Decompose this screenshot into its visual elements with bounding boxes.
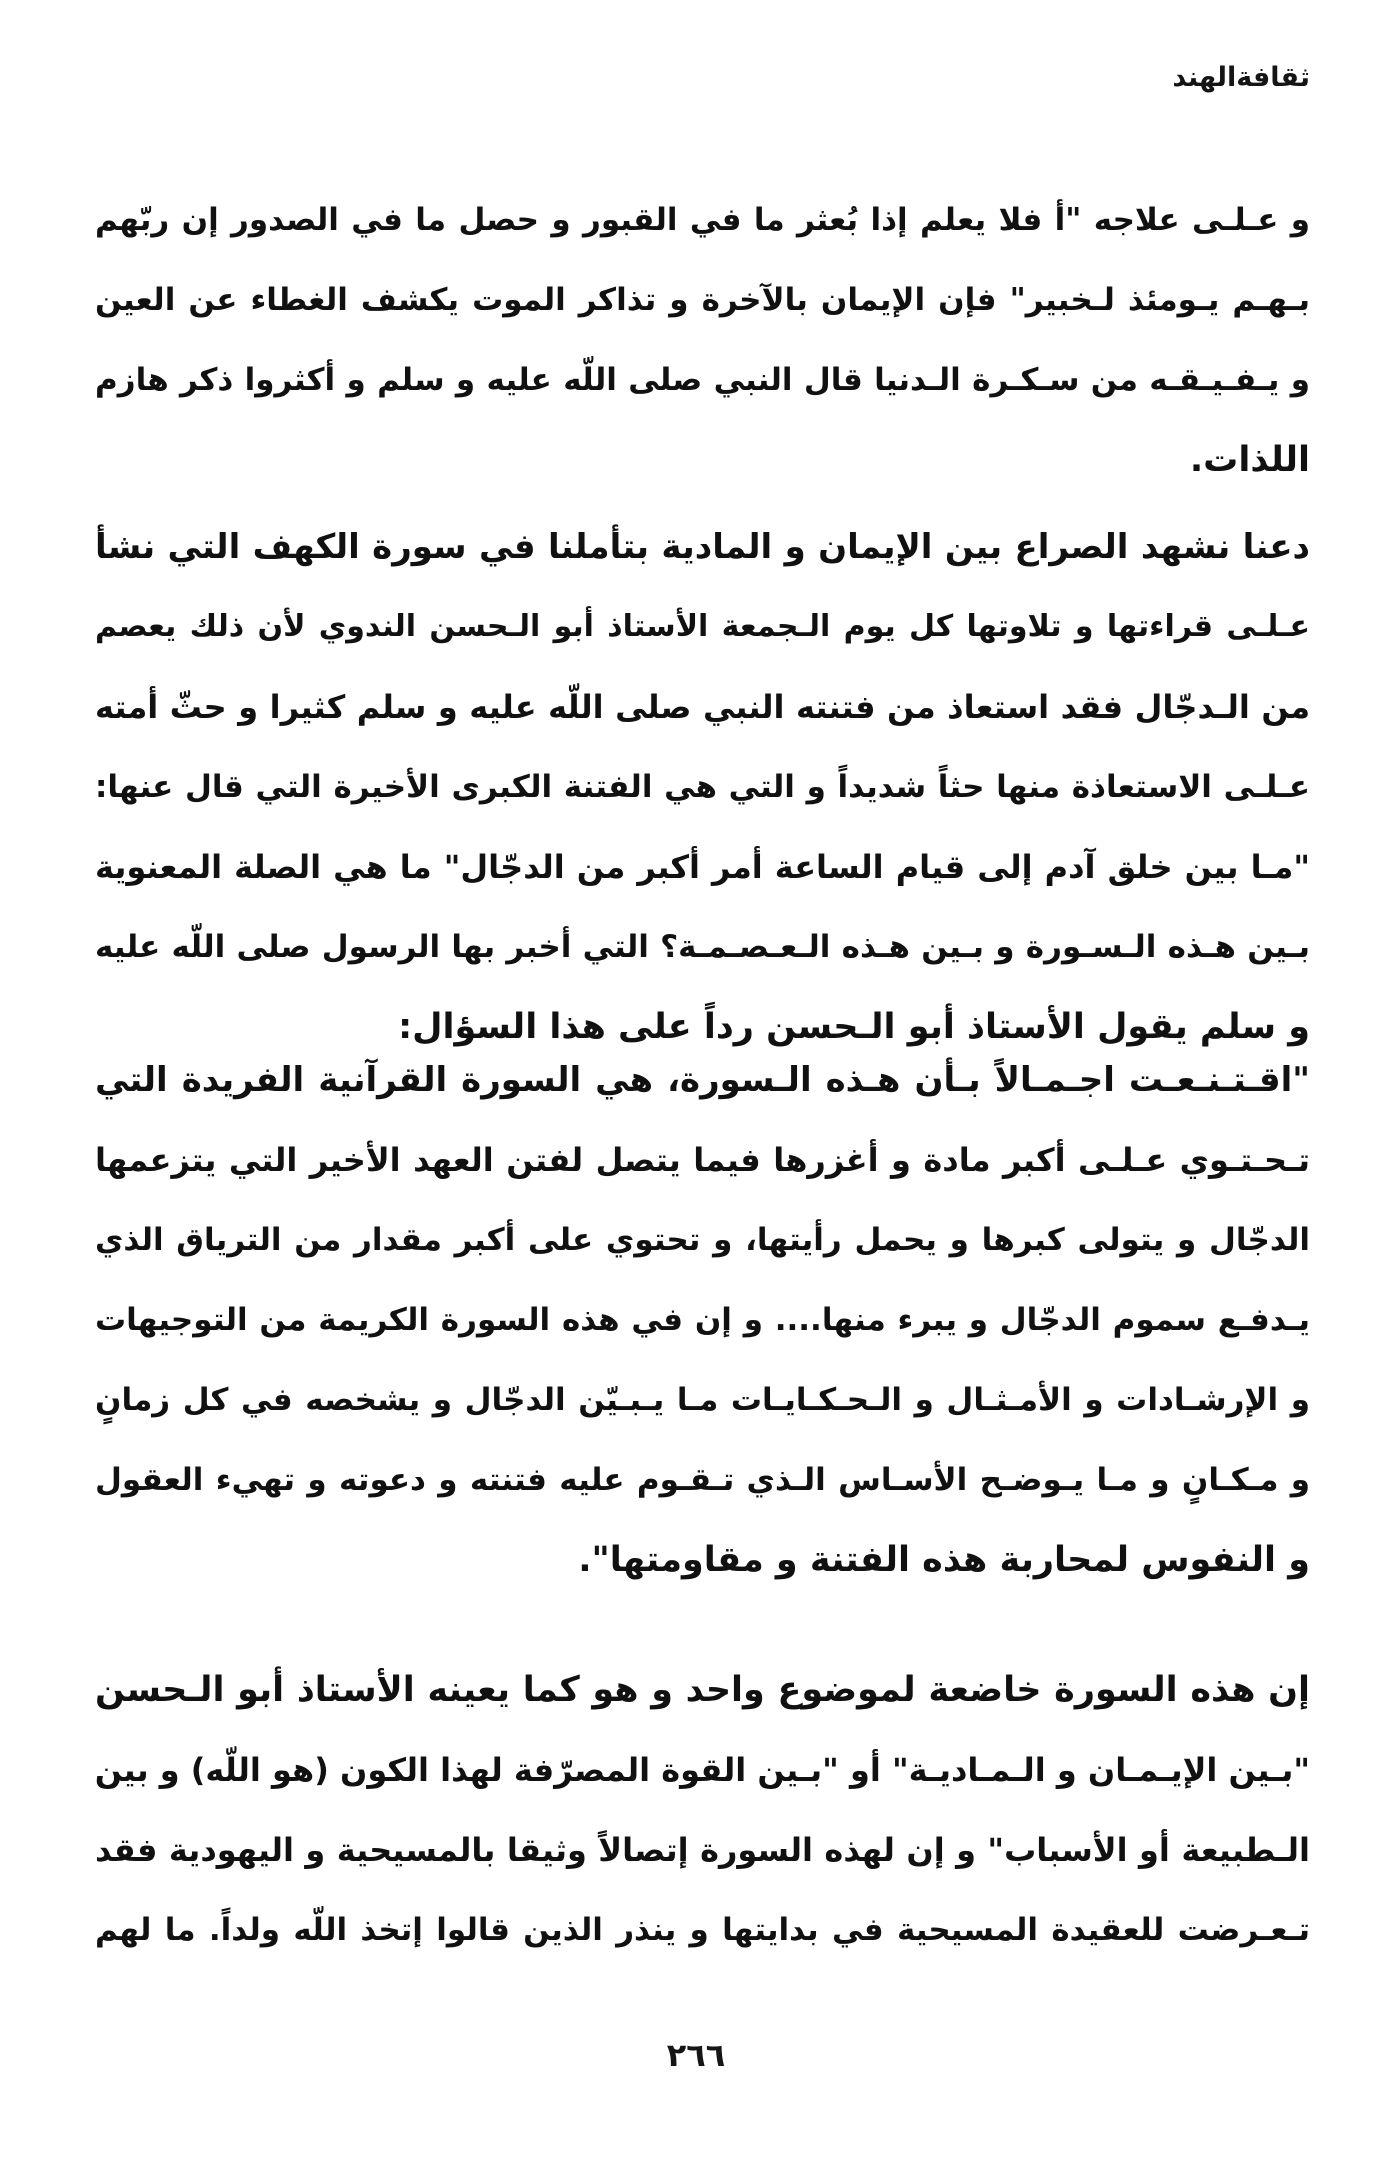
text-line: و الإرشـادات و الأمـثـال و الـحـكـايـات مـا يـبـيّن الدجّال و يشخصه في كل زمانٍ <box>95 1382 1310 1418</box>
text-line: "مـا بين خلق آدم إلى قيام الساعة أمر أكبر من الدجّال" ما هي الصلة المعنوية <box>95 848 1310 886</box>
paragraph-1 <box>95 180 1310 500</box>
text-line: عـلـى الاستعاذة منها حثاً شديداً و التي هي الفتنة الكبرى الأخيرة التي قال عنها: <box>95 769 1310 805</box>
paragraph-2 <box>95 507 1310 1067</box>
page-number: ٢٦٦ <box>666 2036 726 2074</box>
text-line: و النفوس لمحاربة هذه الفتنة و مقاومتها". <box>578 1540 1310 1580</box>
text-line: و يـفـيـقـه من سـكـرة الـدنيا قال النبي صلى اللّه عليه و سلم و أكثروا ذكر هازم <box>95 362 1310 398</box>
text-line: إن هذه السورة خاضعة لموضوع واحد و هو كما يعينه الأستاذ أبو الـحسن <box>95 1670 1310 1710</box>
text-line: الدجّال و يتولى كبرها و يحمل رأيتها، و تحتوي على أكبر مقدار من الترياق الذي <box>95 1222 1310 1258</box>
text-line: الـطبيعة أو الأسباب" و إن لهذه السورة إتصالاً وثيقا بالمسيحية و اليهودية فقد <box>95 1831 1310 1869</box>
text-line: دعنا نشهد الصراع بين الإيمان و المادية بتأملنا في سورة الكهف التي نشأ <box>95 527 1310 567</box>
text-line: بـين هـذه الـسـورة و بـين هـذه الـعـصـمـة؟ التي أخبر بها الرسول صلى اللّه عليه <box>95 929 1310 965</box>
text-line: تـحـتـوي عـلـى أكبر مادة و أغزرها فيما يتصل لفتن العهد الأخير التي يتزعمها <box>95 1141 1310 1179</box>
text-line: عـلـى قراءتها و تلاوتها كل يوم الـجمعة الأستاذ أبو الـحسن الندوي لأن ذلك يعصم <box>95 609 1310 644</box>
text-line: "اقـتـنـعـت اجـمـالاً بـأن هـذه الـسورة، هي السورة القرآنية الفريدة التي <box>95 1060 1310 1100</box>
text-line: و عـلـى علاجه "أ فلا يعلم إذا بُعثر ما في القبور و حصل ما في الصدور إن ربّهم <box>95 202 1310 238</box>
text-line: و مـكـانٍ و مـا يـوضـح الأسـاس الـذي تـقـوم عليه فتنته و دعوته و تهيء العقول <box>95 1462 1310 1498</box>
text-line: و سلم يقول الأستاذ أبو الـحسن رداً على هذا السؤال: <box>398 1007 1310 1047</box>
paragraph-3-quote <box>95 1040 1310 1600</box>
text-line: من الـدجّال فقد استعاذ من فتنته النبي صلى اللّه عليه و سلم كثيرا و حثّ أمته <box>95 688 1310 726</box>
text-line: يـدفـع سموم الدجّال و يبرء منها.... و إن في هذه السورة الكريمة من التوجيهات <box>95 1302 1310 1338</box>
text-line: تـعـرضت للعقيدة المسيحية في بدايتها و ينذر الذين قالوا إتخذ اللّه ولداً. ما لهم <box>95 1912 1310 1948</box>
text-line: اللذات. <box>1189 440 1310 480</box>
running-header-title: ثقافةالهند <box>1172 62 1310 93</box>
paragraph-4 <box>95 1650 1310 1970</box>
text-line: "بـين الإيـمـان و الـمـاديـة" أو "بـين القوة المصرّفة لهذا الكون (هو اللّه) و بين <box>95 1751 1310 1789</box>
text-line: بـهـم يـومئذ لـخبير" فإن الإيمان بالآخرة و تذاكر الموت يكشف الغطاء عن العين <box>95 282 1310 318</box>
